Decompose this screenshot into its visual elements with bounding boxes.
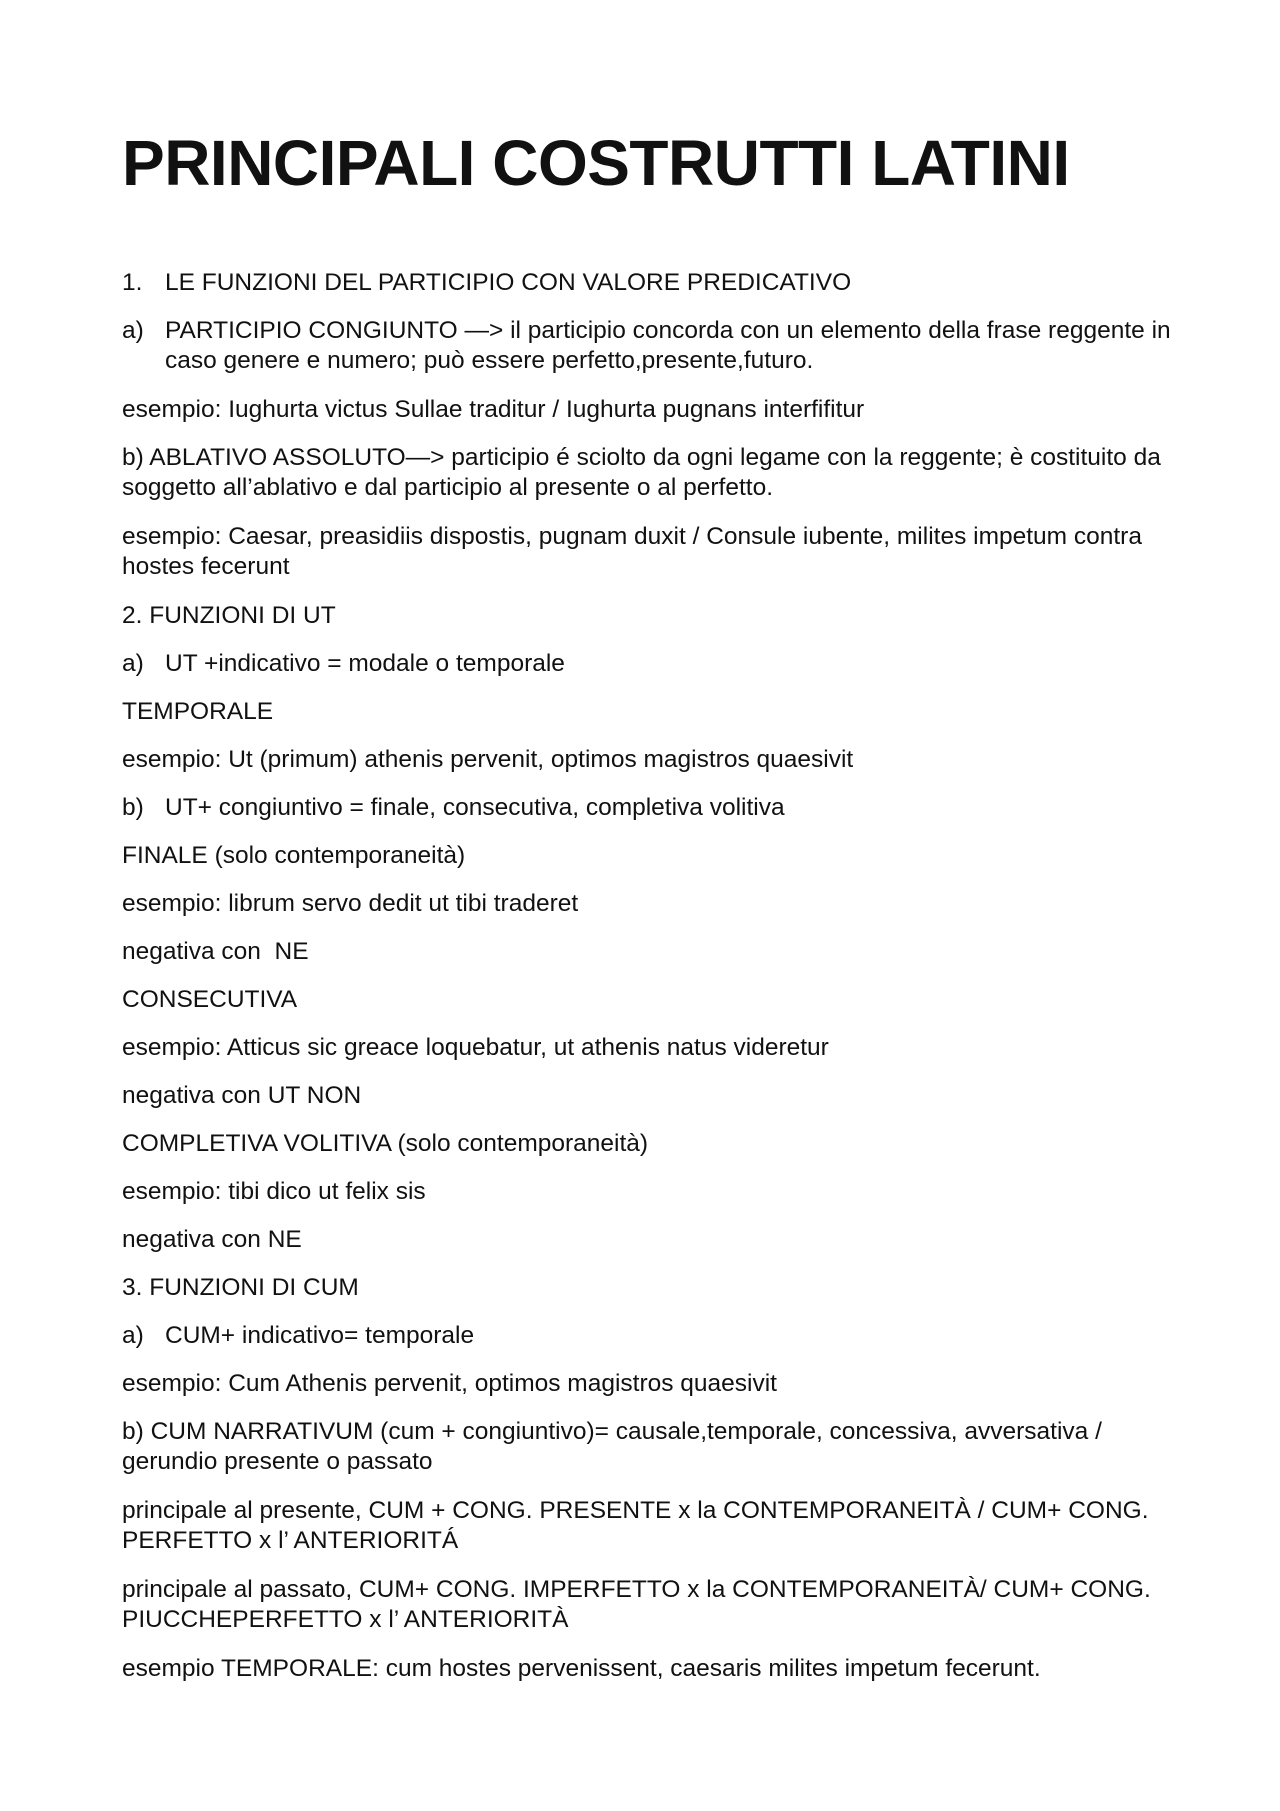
paragraph-example: esempio: tibi dico ut felix sis [122,1178,426,1205]
section-heading-ut: 2. FUNZIONI DI UT [122,602,336,629]
page-title: PRINCIPALI COSTRUTTI LATINI [122,127,1070,199]
paragraph-example: esempio: Ut (primum) athenis pervenit, optimos magistros quaesivit [122,746,854,773]
paragraph-label: CONSECUTIVA [122,986,298,1013]
list-marker: b) [122,794,144,821]
paragraph-label: TEMPORALE [122,698,274,725]
paragraph-example: esempio: Atticus sic greace loquebatur, ut athenis natus videretur [122,1034,829,1061]
list-text: UT+ congiuntivo = finale, consecutiva, completiva volitiva [165,794,785,821]
paragraph-example: esempio: librum servo dedit ut tibi traderet [122,890,579,917]
list-item-participio-congiunto [122,316,1182,376]
section-heading-cum: 3. FUNZIONI DI CUM [122,1274,359,1301]
paragraph-example: esempio: Caesar, preasidiis dispostis, pugnam duxit / Consule iubente, milites impetum contra hostes fecerunt [122,523,1142,580]
paragraph-note: negativa con NE [122,1226,302,1253]
paragraph-rule-passato: principale al passato, CUM+ CONG. IMPERFETTO x la CONTEMPORANEITÀ/ CUM+ CONG. PIUCCHEPERFETTO x l’ ANTERIORITÀ [122,1576,1151,1633]
list-item-ut-indicativo [122,649,1182,679]
paragraph-example: esempio TEMPORALE: cum hostes pervenissent, caesaris milites impetum fecerunt. [122,1655,1041,1682]
list-marker: a) [122,650,144,677]
list-text: UT +indicativo = modale o temporale [165,650,565,677]
list-text: CUM+ indicativo= temporale [165,1322,475,1349]
paragraph-cum-narrativum: b) CUM NARRATIVUM (cum + congiuntivo)= causale,temporale, concessiva, avversativa / gerundio presente o passato [122,1418,1102,1475]
list-item-ut-congiuntivo [122,793,1182,823]
list-marker: a) [122,317,144,344]
list-marker: a) [122,1322,144,1349]
paragraph-label: COMPLETIVA VOLITIVA (solo contemporaneità) [122,1130,649,1157]
paragraph-label: FINALE (solo contemporaneità) [122,842,466,869]
paragraph-note: negativa con NE [122,938,309,965]
paragraph-example: esempio: Iughurta victus Sullae traditur / Iughurta pugnans interfifitur [122,396,865,423]
list-text: LE FUNZIONI DEL PARTICIPIO CON VALORE PREDICATIVO [165,269,852,296]
list-item-cum-indicativo [122,1321,1182,1351]
section-heading-participio [122,268,1182,298]
list-text: PARTICIPIO CONGIUNTO —> il participio concorda con un elemento della frase reggente in caso genere e numero; può essere perfetto,presente,futuro. [165,317,1171,374]
paragraph-note: negativa con UT NON [122,1082,362,1109]
paragraph-ablativo-assoluto: b) ABLATIVO ASSOLUTO—> participio é sciolto da ogni legame con la reggente; è costituito da soggetto all’ablativo e dal participio al presente o al perfetto. [122,444,1161,501]
paragraph-rule-presente: principale al presente, CUM + CONG. PRESENTE x la CONTEMPORANEITÀ / CUM+ CONG. PERFETTO x l’ ANTERIORITÁ [122,1497,1149,1554]
list-marker: 1. [122,269,143,296]
paragraph-example: esempio: Cum Athenis pervenit, optimos magistros quaesivit [122,1370,777,1397]
